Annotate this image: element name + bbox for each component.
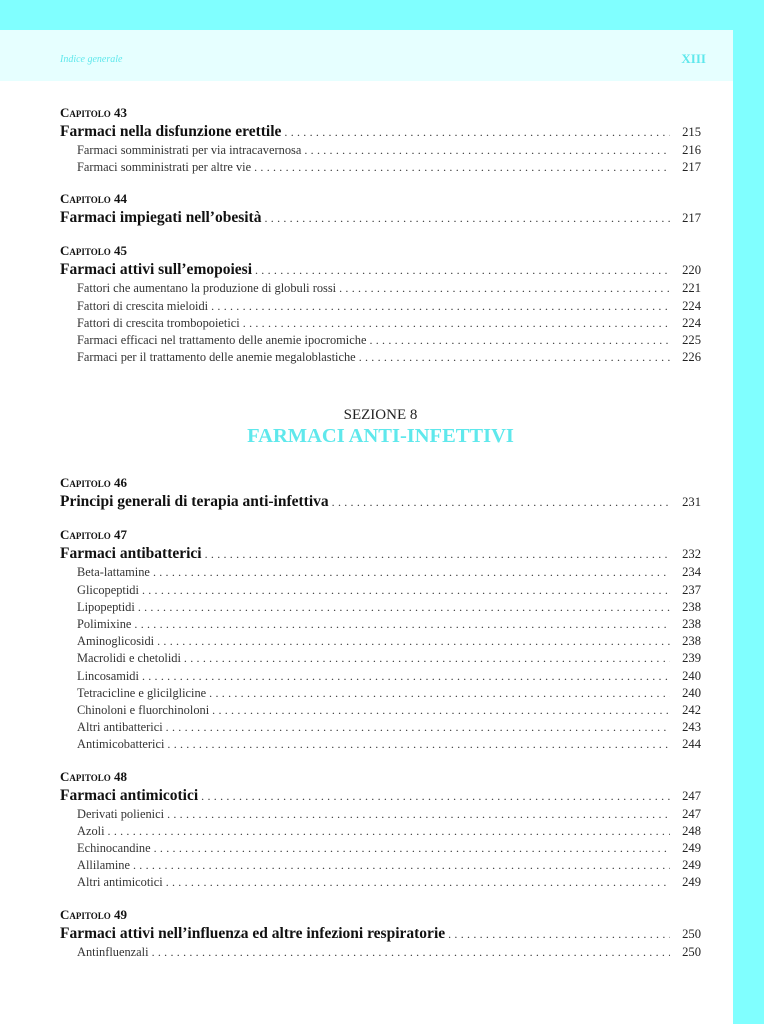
chapter-title: Farmaci antibatterici — [60, 545, 202, 563]
toc-entry-title: Antimicobatterici — [77, 737, 165, 752]
dot-leader — [134, 616, 670, 633]
dot-leader — [339, 280, 670, 297]
dot-leader — [448, 924, 670, 944]
toc-entry-title: Tetracicline e glicilglicine — [77, 685, 207, 700]
dot-leader — [255, 260, 670, 280]
dot-leader — [243, 315, 670, 332]
toc-entry-page: 244 — [682, 737, 701, 752]
chapter-title-row — [60, 122, 701, 142]
dot-leader — [153, 564, 670, 581]
dot-leader — [167, 806, 670, 823]
toc-entry-page: 224 — [682, 298, 701, 313]
toc-entry — [60, 840, 701, 857]
chapter-title: Farmaci attivi nell’influenza ed altre infezioni respiratorie — [60, 924, 446, 942]
toc-entry — [60, 633, 701, 650]
toc-entry-page: 234 — [682, 565, 701, 580]
chapter-title: Farmaci attivi sull’emopoiesi — [60, 261, 252, 279]
toc-entry-page: 247 — [682, 806, 701, 821]
toc-entry — [60, 599, 701, 616]
top-color-band — [0, 0, 764, 30]
toc-entry-title: Antinfluenzali — [77, 944, 149, 959]
toc-entry — [60, 142, 701, 159]
side-color-band — [733, 0, 764, 1024]
toc-entry-title: Chinoloni e fluorchinoloni — [77, 703, 210, 718]
toc-entry — [60, 944, 701, 961]
toc-entry — [60, 702, 701, 719]
toc-entry — [60, 315, 701, 332]
chapter-block — [60, 906, 701, 961]
toc-entry-title: Fattori di crescita mieloidi — [77, 298, 209, 313]
chapter-block — [60, 190, 701, 228]
chapter-block — [60, 474, 701, 512]
dot-leader — [304, 142, 670, 159]
toc-entry-page: 237 — [682, 582, 701, 597]
toc-entry-page: 238 — [682, 617, 701, 632]
toc-entry — [60, 298, 701, 315]
toc-entry-page: 239 — [682, 651, 701, 666]
chapter-block — [60, 104, 701, 176]
toc-entry-title: Glicopeptidi — [77, 582, 139, 597]
chapter-label: Capitolo 48 — [60, 768, 127, 784]
chapter-block — [60, 526, 701, 753]
table-of-contents — [60, 104, 701, 975]
toc-entry-title: Farmaci per il trattamento delle anemie megaloblastiche — [77, 350, 356, 365]
toc-entry-title: Lincosamidi — [77, 668, 139, 683]
dot-leader — [166, 719, 670, 736]
toc-entry-page: 249 — [682, 841, 701, 856]
dot-leader — [369, 332, 670, 349]
dot-leader — [157, 633, 670, 650]
toc-entry-page: 224 — [682, 315, 701, 330]
chapter-title: Farmaci nella disfunzione erettile — [60, 123, 282, 140]
toc-entry — [60, 349, 701, 366]
toc-entry — [60, 582, 701, 599]
chapter-page-number: 231 — [682, 495, 701, 510]
toc-entry-page: 216 — [682, 143, 701, 157]
dot-leader — [205, 544, 670, 564]
dot-leader — [209, 685, 670, 702]
toc-entry-page: 217 — [682, 160, 701, 175]
chapter-title: Farmaci impiegati nell’obesità — [60, 209, 262, 227]
chapter-block — [60, 242, 701, 366]
toc-entry-title: Polimixine — [77, 617, 132, 632]
toc-entry-page: 226 — [682, 350, 701, 365]
toc-entry — [60, 874, 701, 891]
chapter-title-row — [60, 208, 701, 228]
dot-leader — [167, 736, 670, 753]
dot-leader — [152, 944, 670, 961]
dot-leader — [154, 840, 670, 857]
chapter-title-row — [60, 786, 701, 806]
chapter-label: Capitolo 44 — [60, 191, 127, 207]
chapter-label: Capitolo 46 — [60, 475, 127, 491]
chapter-title: Principi generali di terapia anti-infettiva — [60, 493, 329, 511]
chapter-title: Farmaci antimicotici — [60, 786, 199, 804]
chapter-title-row — [60, 492, 701, 512]
chapter-label: Capitolo 43 — [60, 105, 127, 120]
toc-entry-title: Fattori che aumentano la produzione di globuli rossi — [77, 281, 337, 296]
toc-entry — [60, 564, 701, 581]
toc-entry-page: 240 — [682, 685, 701, 700]
toc-entry-title: Azoli — [77, 823, 105, 838]
toc-entry — [60, 685, 701, 702]
toc-entry-title: Lipopeptidi — [77, 599, 135, 614]
chapter-block — [60, 768, 701, 892]
toc-entry-page: 249 — [682, 875, 701, 890]
chapter-page-number: 247 — [682, 788, 701, 803]
toc-entry-title: Farmaci efficaci nel trattamento delle anemie ipocromiche — [77, 333, 367, 348]
chapter-title-row — [60, 544, 701, 564]
toc-entry — [60, 806, 701, 823]
dot-leader — [201, 786, 670, 806]
toc-entry-page: 248 — [682, 823, 701, 838]
toc-entry-title: Derivati polienici — [77, 806, 165, 821]
toc-entry — [60, 736, 701, 753]
dot-leader — [142, 668, 670, 685]
toc-entry — [60, 159, 701, 176]
toc-entry-title: Beta-lattamine — [77, 565, 150, 580]
chapter-page-number: 232 — [682, 547, 701, 562]
toc-entry — [60, 280, 701, 297]
toc-entry-page: 238 — [682, 599, 701, 614]
toc-entry-page: 221 — [682, 281, 701, 296]
toc-entry — [60, 332, 701, 349]
toc-entry-title: Aminoglicosidi — [77, 634, 155, 649]
dot-leader — [184, 650, 670, 667]
toc-entry-title: Macrolidi e chetolidi — [77, 651, 181, 666]
toc-entry — [60, 857, 701, 874]
chapter-title-row — [60, 924, 701, 944]
running-title: Indice generale — [60, 54, 123, 65]
toc-entry-title: Farmaci somministrati per altre vie — [77, 160, 252, 175]
toc-entry-title: Altri antimicotici — [77, 875, 163, 890]
toc-entry — [60, 650, 701, 667]
toc-entry-page: 249 — [682, 858, 701, 873]
section-label: SEZIONE 8 — [343, 407, 418, 424]
toc-entry-title: Farmaci somministrati per via intracavernosa — [77, 143, 302, 157]
chapter-page-number: 217 — [682, 211, 701, 226]
toc-entry-title: Echinocandine — [77, 841, 151, 856]
toc-entry-page: 225 — [682, 333, 701, 348]
toc-entry-page: 243 — [682, 720, 701, 735]
toc-entry — [60, 823, 701, 840]
dot-leader — [142, 582, 670, 599]
toc-entry-page: 242 — [682, 703, 701, 718]
toc-entry-title: Allilamine — [77, 858, 130, 873]
dot-leader — [264, 208, 670, 228]
toc-entry-page: 238 — [682, 634, 701, 649]
dot-leader — [133, 857, 670, 874]
toc-entry-page: 250 — [682, 944, 701, 959]
dot-leader — [166, 874, 670, 891]
dot-leader — [332, 492, 670, 512]
toc-entry-title: Altri antibatterici — [77, 720, 163, 735]
toc-entry-page: 240 — [682, 668, 701, 683]
page-number: XIII — [681, 51, 706, 66]
toc-entry-title: Fattori di crescita trombopoietici — [77, 315, 240, 330]
dot-leader — [254, 159, 670, 176]
chapter-page-number: 250 — [682, 926, 701, 941]
dot-leader — [284, 122, 670, 142]
toc-entry — [60, 616, 701, 633]
chapter-page-number: 215 — [682, 125, 701, 139]
toc-entry — [60, 668, 701, 685]
section-heading — [60, 406, 701, 448]
toc-part-before-section — [60, 104, 701, 366]
chapter-label: Capitolo 45 — [60, 243, 127, 259]
chapter-label: Capitolo 47 — [60, 527, 127, 543]
toc-part-after-section — [60, 474, 701, 960]
dot-leader — [212, 702, 670, 719]
chapter-page-number: 220 — [682, 263, 701, 278]
section-title: FARMACI ANTI-INFETTIVI — [247, 425, 514, 448]
chapter-label: Capitolo 49 — [60, 906, 127, 922]
dot-leader — [138, 599, 670, 616]
dot-leader — [211, 298, 670, 315]
dot-leader — [359, 349, 670, 366]
chapter-title-row — [60, 260, 701, 280]
toc-entry — [60, 719, 701, 736]
dot-leader — [108, 823, 670, 840]
